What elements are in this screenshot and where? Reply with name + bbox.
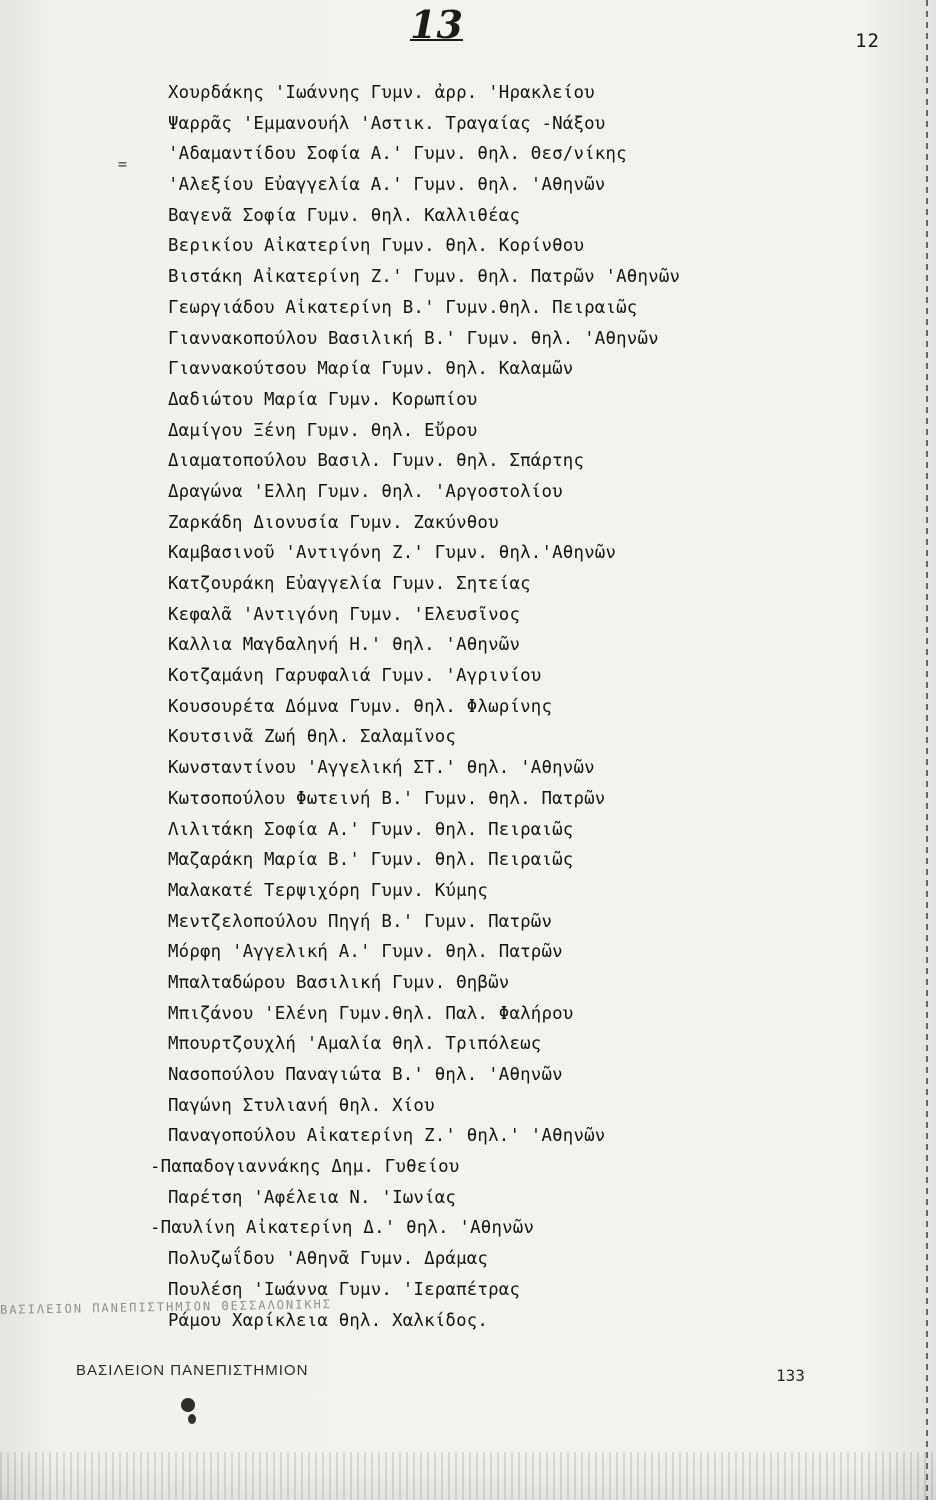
- list-entry: Παναγοπούλου Αἰκατερίνη Ζ.' θηλ.' 'Αθηνῶν: [168, 1126, 606, 1147]
- list-entry: Ράμου Χαρίκλεια θηλ. Χαλκίδος.: [168, 1310, 489, 1331]
- ink-blot: [181, 1398, 195, 1412]
- list-entry: 'Αδαμαντίδου Σοφία Α.' Γυμν. θηλ. Θεσ/νίκης: [168, 144, 627, 165]
- list-entry: Μόρφη 'Αγγελική Α.' Γυμν. θηλ. Πατρῶν: [168, 942, 563, 963]
- ink-blot: [188, 1414, 196, 1424]
- list-entry: Καλλια Μαγδαληνή Η.' θηλ. 'Αθηνῶν: [168, 635, 521, 656]
- list-entry: Νασοπούλου Παναγιώτα Β.' θηλ. 'Αθηνῶν: [168, 1065, 563, 1085]
- list-entry: Δαδιώτου Μαρία Γυμν. Κορωπίου: [168, 389, 478, 410]
- list-entry: Μαζαράκη Μαρία Β.' Γυμν. θηλ. Πειραιῶς: [168, 850, 574, 871]
- list-entry: Λιλιτάκη Σοφία Α.' Γυμν. θηλ. Πειραιῶς: [168, 819, 574, 840]
- list-entry: Ψαρρᾶς 'Εμμανουήλ 'Αστικ. Τραγαίας -Νάξου: [168, 113, 606, 134]
- list-entry: Δραγώνα 'Ελλη Γυμν. θηλ. 'Αργοστολίου: [168, 481, 563, 502]
- list-entry: Ζαρκάδη Διονυσία Γυμν. Ζακύνθου: [168, 512, 499, 533]
- typed-page-number: 12: [855, 30, 880, 52]
- page-edge-border: [926, 0, 928, 1500]
- list-entry: -Παπαδογιαννάκης Δημ. Γυθείου: [150, 1157, 460, 1178]
- margin-mark: =: [118, 155, 128, 173]
- list-entry: Μαλακατέ Τερψιχόρη Γυμν. Κύμης: [168, 880, 489, 901]
- archive-stamp-text: ΒΑΣΙΛΕΙΟΝ ΠΑΝΕΠΙΣΤΗΜΙΟΝ: [76, 1362, 309, 1379]
- list-entry: Παρέτση 'Αφέλεια Ν. 'Ιωνίας: [168, 1187, 457, 1208]
- list-entry: Κουσουρέτα Δόμνα Γυμν. θηλ. Φλωρίνης: [168, 696, 553, 717]
- list-entry: -Παυλίνη Αἰκατερίνη Δ.' θηλ. 'Αθηνῶν: [150, 1218, 535, 1239]
- list-entry: Κουτσινᾶ Ζωή θηλ. Σαλαμῖνος: [168, 727, 457, 748]
- list-entry: Πολυζωΐδου 'Αθηνᾶ Γυμν. Δράμας: [168, 1249, 489, 1270]
- list-entry: Χουρδάκης 'Ιωάννης Γυμν. ἀρρ. 'Ηρακλείου: [168, 83, 595, 103]
- list-entry: Μπαλταδώρου Βασιλική Γυμν. Θηβῶν: [168, 972, 510, 993]
- list-entry: Γιαννακοπούλου Βασιλική Β.' Γυμν. θηλ. 'Αθηνῶν: [168, 328, 659, 349]
- faint-stamp-line: ΒΑΣΙΛΕΙΟΝ ΠΑΝΕΠΙΣΤΗΜΙΟΝ ΘΕΣΣΑΛΟΝΙΚΗΣ: [0, 1297, 333, 1317]
- list-entry: Κωτσοπούλου Φωτεινή Β.' Γυμν. θηλ. Πατρῶν: [168, 788, 606, 809]
- list-entry: Κωνσταντίνου 'Αγγελική ΣΤ.' θηλ. 'Αθηνῶν: [168, 758, 595, 779]
- scan-noise-strip: [0, 1452, 936, 1500]
- list-entry: Καμβασινοῦ 'Αντιγόνη Ζ.' Γυμν. θηλ.'Αθηνῶν: [168, 543, 617, 564]
- list-entry: Κεφαλᾶ 'Αντιγόνη Γυμν. 'Ελευσῖνος: [168, 604, 521, 625]
- list-entry: Μεντζελοπούλου Πηγή Β.' Γυμν. Πατρῶν: [168, 911, 553, 932]
- list-entry: Μπουρτζουχλή 'Αμαλία θηλ. Τριπόλεως: [168, 1034, 542, 1055]
- list-entry: Μπιζάνου 'Ελένη Γυμν.θηλ. Παλ. Φαλήρου: [168, 1003, 574, 1024]
- list-entry: Κοτζαμάνη Γαρυφαλιά Γυμν. 'Αγρινίου: [168, 666, 542, 687]
- list-entry: Βερικίου Αἰκατερίνη Γυμν. θηλ. Κορίνθου: [168, 236, 585, 257]
- list-entry: Βαγενᾶ Σοφία Γυμν. θηλ. Καλλιθέας: [168, 205, 521, 226]
- list-entry: Γεωργιάδου Αἰκατερίνη Β.' Γυμν.θηλ. Πειραιῶς: [168, 297, 638, 318]
- list-entry: Παγώνη Στυλιανή θηλ. Χίου: [168, 1095, 435, 1116]
- handwritten-folio-number: 13: [410, 2, 463, 47]
- list-entry: Βιστάκη Αἰκατερίνη Ζ.' Γυμν. θηλ. Πατρῶν 'Αθηνῶν: [168, 267, 681, 288]
- list-entry: 'Αλεξίου Εὐαγγελία Α.' Γυμν. θηλ. 'Αθηνῶν: [168, 175, 606, 196]
- archive-number: 133: [776, 1366, 805, 1385]
- list-entry: Πουλέση 'Ιωάννα Γυμν. 'Ιεραπέτρας: [168, 1279, 521, 1300]
- list-entry: Δαμίγου Ξένη Γυμν. θηλ. Εὔρου: [168, 420, 478, 441]
- list-entry: Γιαννακούτσου Μαρία Γυμν. θηλ. Καλαμῶν: [168, 359, 574, 380]
- list-entry: Κατζουράκη Εὐαγγελία Γυμν. Σητείας: [168, 574, 531, 594]
- list-entry: Διαματοπούλου Βασιλ. Γυμν. θηλ. Σπάρτης: [168, 451, 585, 472]
